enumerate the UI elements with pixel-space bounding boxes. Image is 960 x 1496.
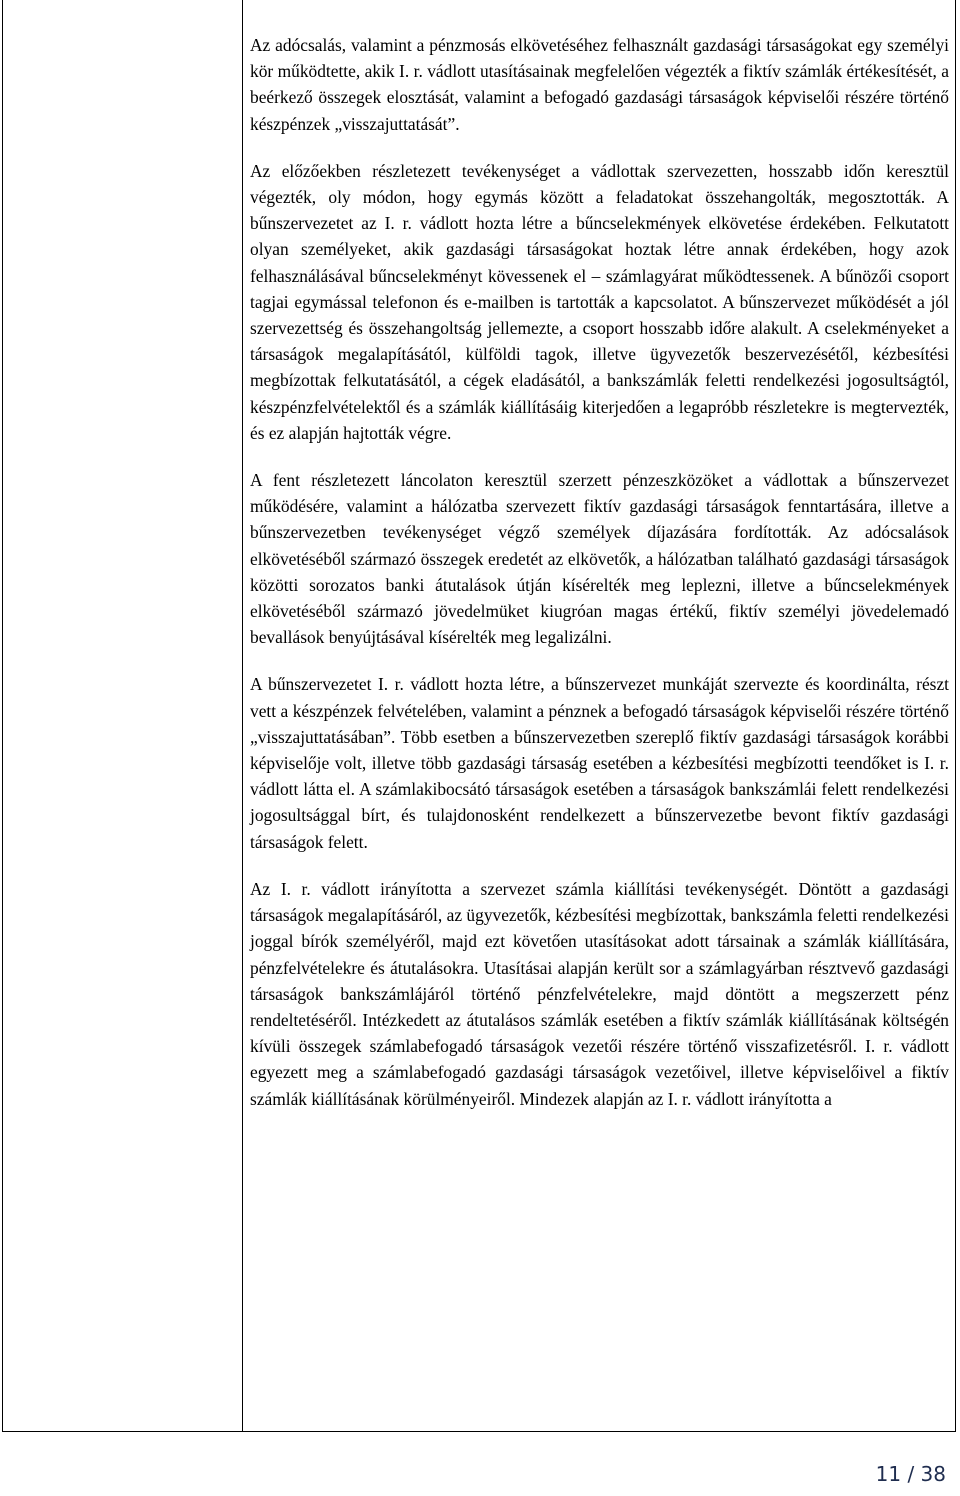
left-outer-border — [2, 0, 3, 1432]
paragraph-2: Az előzőekben részletezett tevékenységet a vádlottak szervezetten, hosszabb időn keresztül végezték, oly módon, hogy egymás között a feladatokat összehangolták, megosztották. A bűnszervezetet az I. r. vádlott hozta létre a bűncselekmények elkövetése érdekében. Felkutatott olyan személyeket, akik gazdasági társaságokat hoztak létre annak érdekében, hogy azok felhasználásával bűncselekményt kövessenek el – számlagyárat működtessenek. A bűnözői csoport tagjai egymással telefonon és e-mailben is tartották a kapcsolatot. A bűnszervezet működését a jól szervezettség és összehangoltság jellemezte, a csoport hosszabb időre alakult. A cselekményeket a társaságok megalapításától, külföldi tagok, illetve ügyvezetők beszervezésétől, kézbesítési megbízottak felkutatásától, a cégek eladásától, a bankszámlák feletti rendelkezési jogosultságtól, készpénzfelvételektől és a számlák kiállításáig kiterjedően a legapróbb részletekre is megtervezték, és ez alapján hajtották végre. — [250, 160, 949, 443]
paragraph-3: A fent részletezett láncolaton keresztül szerzett pénzeszközöket a vádlottak a bűnszervezet működésére, valamint a hálózatba szervezett fiktív gazdasági társaságok fenntartására, illetve a bűnszervezetben tevékenységet végző személyek díjazására fordították. Az adócsalások elkövetéséből származó összegek eredetét az elkövetők, a hálózatban található gazdasági társaságok közötti sorozatos banki átutalások útján kísérelték meg leplezni, illetve a bűncselekmények elkövetéséből származó jövedelmüket kiugróan magas értékű, fiktív személyi jövedelemadó bevallások benyújtásával kísérelték meg legalizálni. — [250, 470, 949, 648]
paragraph-1: Az adócsalás, valamint a pénzmosás elkövetéséhez felhasznált gazdasági társaságokat egy személyi kör működtette, akik I. r. vádlott utasításainak megfelelően végezték a fiktív számlák értékesítését, a beérkező összegek elosztását, valamint a befogadó gazdasági társaságok képviselői részére történő készpénzek „visszajuttatását”. — [250, 35, 949, 134]
bottom-border — [2, 1431, 956, 1432]
paragraph-5: Az I. r. vádlott irányította a szervezet számla kiállítási tevékenységét. Döntött a gazdasági társaságok megalapításáról, az ügyvezetők, kézbesítési megbízottak, bankszámla feletti rendelkezési joggal bírók személyéről, majd ezt követően utasításokat adott társainak a számlák kiállítására, pénzfelvételekre és átutalásokra. Utasításai alapján került sor a számlagyárban résztvevő gazdasági társaságok bankszámlájáról történő pénzfelvételekre, majd döntött a megszerzett pénz rendeltetéséről. Intézkedett az átutalásos számlák esetében a fiktív számlák kiállításának költségén kívüli összegek számlabefogadó társaságok vezetői részére történő visszafizetésről. I. r. vádlott egyezett meg a számlabefogadó gazdasági társaságok vezetőivel, illetve képviselőivel a fiktív számlák kiállításának körülményeiről. Mindezek alapján az I. r. vádlott irányította a — [250, 878, 949, 1109]
page-number: 11 / 38 — [875, 1462, 946, 1486]
right-border — [955, 0, 956, 1432]
left-column-border — [242, 0, 243, 1432]
paragraph-4: A bűnszervezetet I. r. vádlott hozta létre, a bűnszervezet munkáját szervezte és koordinálta, részt vett a készpénzek felvételében, valamint a pénznek a befogadó társaságok képviselői részére történő „visszajuttatásában”. Több esetben a bűnszervezetben szereplő fiktív gazdasági társaságok korábbi képviselője volt, illetve több gazdasági társaság esetében a kézbesítési megbízotti teendőket is I. r. vádlott látta el. A számlakibocsátó társaságok esetében a társaságok bankszámlái felett rendelkezési jogosultsággal bírt, és tulajdonosként rendelkezett a bűnszervezetbe bevont fiktív gazdasági társaságok felett. — [250, 674, 949, 852]
text-column — [250, 32, 949, 1112]
